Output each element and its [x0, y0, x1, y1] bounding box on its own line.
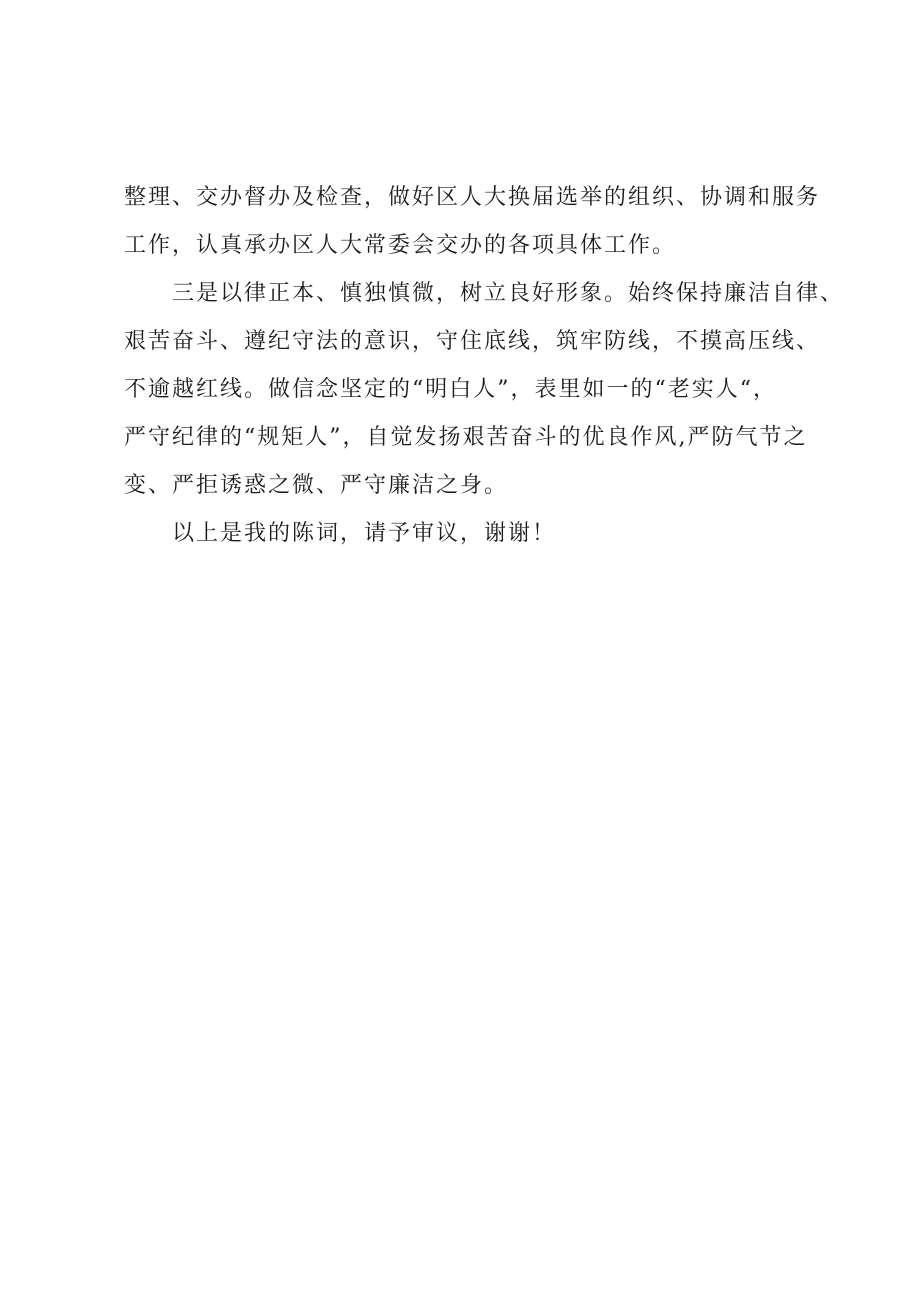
paragraph-integrity [124, 270, 845, 510]
text-line: 艰苦奋斗、遵纪守法的意识，守住底线，筑牢防线，不摸高压线、 [124, 329, 821, 354]
text-line: 不逾越红线。做信念坚定的“明白人”，表里如一的“老实人“， [124, 377, 777, 402]
paragraph-closing [124, 510, 824, 558]
text-line: 工作，认真承办区人大常委会交办的各项具体工作。 [124, 233, 677, 258]
document-body [124, 174, 845, 558]
text-line: 变、严拒诱惑之微、严守廉洁之身。 [124, 473, 509, 498]
text-line: 以上是我的陈词，请予审议，谢谢！ [172, 521, 557, 546]
text-line: 整理、交办督办及检查，做好区人大换届选举的组织、协调和服务 [124, 185, 821, 210]
paragraph-duties-continued [124, 174, 824, 270]
text-line: 严守纪律的“规矩人”，自觉发扬艰苦奋斗的优良作风,严防气节之 [124, 425, 808, 450]
text-line: 三是以律正本、慎独慎微，树立良好形象。始终保持廉洁自律、 [172, 281, 845, 306]
